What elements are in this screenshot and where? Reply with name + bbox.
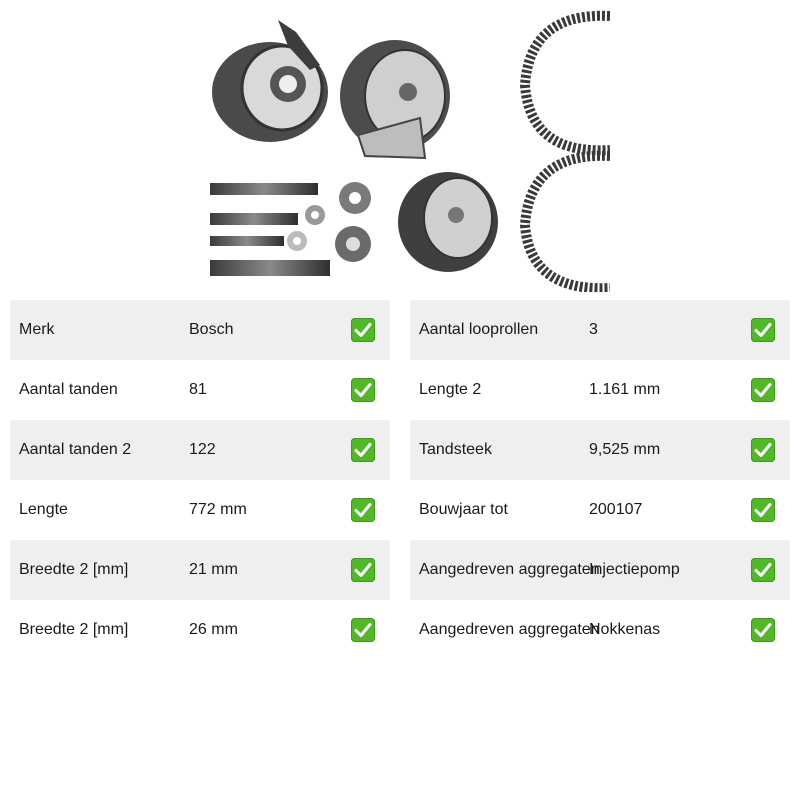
spec-label: Merk: [19, 321, 55, 338]
check-icon: [351, 498, 375, 522]
spec-label: Aangedreven aggregaten: [419, 621, 600, 638]
bolts-and-washers: [210, 182, 371, 276]
spec-label: Aantal looprollen: [419, 321, 539, 338]
spec-label: Lengte 2: [419, 381, 482, 398]
timing-belt-kit-photo: [200, 10, 610, 292]
spec-row: [410, 540, 790, 600]
check-icon: [351, 438, 375, 462]
check-icon: [751, 378, 775, 402]
spec-table-left: [10, 300, 390, 660]
spec-row: [10, 600, 390, 660]
spec-row: [410, 420, 790, 480]
spec-value: 26 mm: [189, 621, 238, 638]
spec-label: Bouwjaar tot: [419, 501, 508, 518]
timing-belts: [525, 16, 610, 288]
check-icon: [751, 318, 775, 342]
check-icon: [351, 618, 375, 642]
spec-value: Nokkenas: [589, 621, 661, 638]
check-icon: [751, 618, 775, 642]
product-image: [200, 10, 610, 292]
check-icon: [751, 498, 775, 522]
spec-row: [410, 480, 790, 540]
tensioner-roller-3: [398, 172, 498, 272]
spec-value: 9,525 mm: [589, 441, 661, 458]
spec-label: Breedte 2 [mm]: [19, 621, 129, 638]
spec-value: Bosch: [189, 321, 234, 338]
spec-value: 81: [189, 381, 207, 398]
spec-label: Tandsteek: [419, 441, 492, 458]
spec-table-right: [410, 300, 790, 660]
spec-row: [410, 300, 790, 360]
spec-row: [10, 420, 390, 480]
spec-label: Aantal tanden: [19, 381, 118, 398]
check-icon: [351, 378, 375, 402]
spec-row: [10, 540, 390, 600]
check-icon: [751, 438, 775, 462]
tensioner-roller-2: [340, 40, 450, 158]
check-icon: [351, 318, 375, 342]
spec-value: 122: [189, 441, 216, 458]
spec-row: [10, 300, 390, 360]
check-icon: [751, 558, 775, 582]
spec-label: Lengte: [19, 501, 68, 518]
spec-row: [10, 480, 390, 540]
spec-value: 21 mm: [189, 561, 238, 578]
spec-value: 200107: [589, 501, 643, 518]
spec-row: [410, 360, 790, 420]
spec-value: Injectiepomp: [589, 561, 680, 578]
spec-row: [410, 600, 790, 660]
spec-value: 3: [589, 321, 598, 338]
spec-label: Breedte 2 [mm]: [19, 561, 129, 578]
spec-value: 1.161 mm: [589, 381, 661, 398]
spec-label: Aangedreven aggregaten: [419, 561, 600, 578]
spec-value: 772 mm: [189, 501, 247, 518]
tensioner-roller-1: [212, 20, 328, 142]
spec-row: [10, 360, 390, 420]
check-icon: [351, 558, 375, 582]
spec-label: Aantal tanden 2: [19, 441, 132, 458]
